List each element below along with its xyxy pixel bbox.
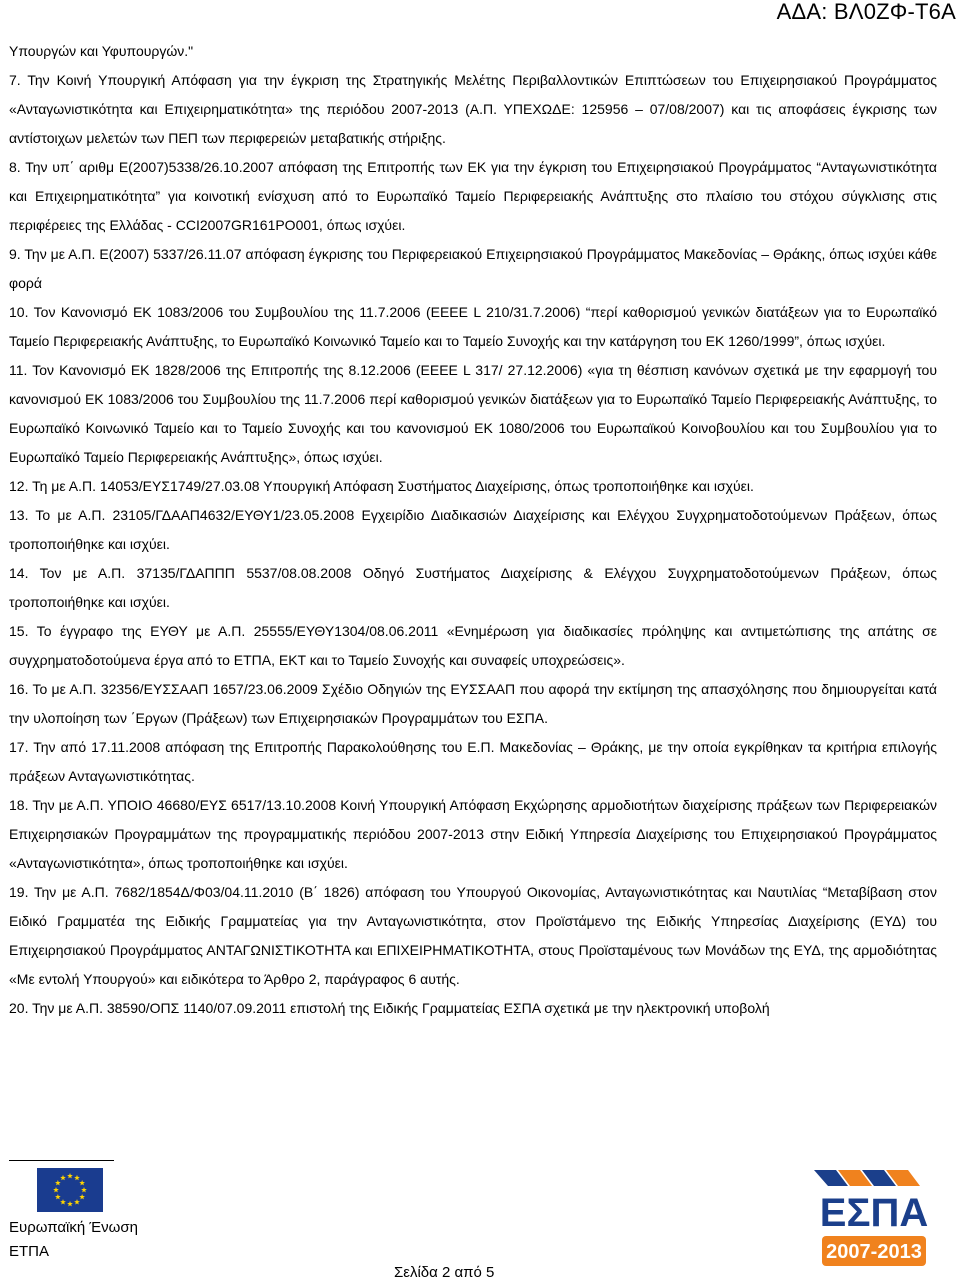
paragraph-item-12: 12. Τη με Α.Π. 14053/ΕΥΣ1749/27.03.08 Υπουργική Απόφαση Συστήματος Διαχείρισης, όπως τροποποιήθηκε και ισχύει.: [9, 478, 754, 494]
espa-logo-stripes: [814, 1170, 920, 1186]
espa-logo-years: 2007-2013: [826, 1241, 922, 1263]
document-ada-code: ΑΔΑ: ΒΛ0ΖΦ-Τ6Α: [776, 0, 956, 24]
paragraph-intro-end: Υπουργών και Υφυπουργών.": [9, 43, 194, 59]
footer-separator: [9, 1160, 114, 1161]
paragraph-item-13: 13. Το με Α.Π. 23105/ΓΔΑΑΠ4632/ΕΥΘΥ1/23.05.2008 Εγχειρίδιο Διαδικασιών Διαχείρισης και Ελέγχου Συγχρηματοδοτούμενων Πράξεων, όπως τροποποιήθηκε και ισχύει.: [9, 507, 937, 552]
espa-logo-icon: [808, 1164, 940, 1274]
espa-logo-text: ΕΣΠΑ: [819, 1191, 929, 1235]
fund-label: ΕΤΠΑ: [9, 1243, 50, 1260]
paragraph-item-15: 15. Το έγγραφο της ΕΥΘΥ με Α.Π. 25555/ΕΥΘΥ1304/08.06.2011 «Ενημέρωση για διαδικασίες πρόληψης και αντιμετώπισης της απάτης σε συγχρηματοδοτούμενα έργα από το ΕΤΠΑ, ΕΚΤ και το Ταμείο Συνοχής και συναφείς υποχρεώσεις».: [9, 623, 937, 668]
page-number: Σελίδα 2 από 5: [394, 1264, 495, 1281]
paragraph-item-10: 10. Τον Κανονισμό ΕΚ 1083/2006 του Συμβουλίου της 11.7.2006 (ΕΕΕΕ L 210/31.7.2006) “περί καθορισμού γενικών διατάξεων για το Ευρωπαϊκό Ταμείο Περιφερειακής Ανάπτυξης, το Ευρωπαϊκό Κοινωνικό Ταμείο και το Ταμείο Συνοχής και την κατάργηση του ΕΚ 1260/1999”, όπως ισχύει.: [9, 304, 937, 349]
paragraph-item-17: 17. Την από 17.11.2008 απόφαση της Επιτροπής Παρακολούθησης του Ε.Π. Μακεδονίας – Θράκης, με την οποία εγκρίθηκαν τα κριτήρια επιλογής πράξεων Ανταγωνιστικότητας.: [9, 739, 937, 784]
paragraph-item-14: 14. Τον με Α.Π. 37135/ΓΔΑΠΠΠ 5537/08.08.2008 Οδηγό Συστήματος Διαχείρισης & Ελέγχου Συγχρηματοδοτούμενων Πράξεων, όπως τροποποιήθηκε και ισχύει.: [9, 565, 937, 610]
paragraph-item-16: 16. Το με Α.Π. 32356/ΕΥΣΣΑΑΠ 1657/23.06.2009 Σχέδιο Οδηγιών της ΕΥΣΣΑΑΠ που αφορά την εκτίμηση της απασχόλησης που δημιουργείται κατά την υλοποίηση των ΄Εργων (Πράξεων) των Επιχειρησιακών Προγραμμάτων του ΕΣΠΑ.: [9, 681, 937, 726]
paragraph-item-8: 8. Την υπ΄ αριθμ Ε(2007)5338/26.10.2007 απόφαση της Επιτροπής των ΕΚ για την έγκριση του Επιχειρησιακού Προγράμματος “Ανταγωνιστικότητα και Επιχειρηματικότητα” για κοινοτική ενίσχυση από το Ευρωπαϊκό Ταμείο Περιφερειακής Ανάπτυξης στο πλαίσιο του στόχου σύγκλισης στις περιφέρειες της Ελλάδας - CCI2007GR161PO001, όπως ισχύει.: [9, 159, 937, 233]
paragraph-item-18: 18. Την με Α.Π. ΥΠΟΙΟ 46680/ΕΥΣ 6517/13.10.2008 Κοινή Υπουργική Απόφαση Εκχώρησης αρμοδιοτήτων διαχείρισης πράξεων των Περιφερειακών Επιχειρησιακών Προγραμμάτων της προγραμματικής περιόδου 2007-2013 στην Ειδική Υπηρεσία Διαχείρισης του Επιχειρησιακού Προγράμματος «Ανταγωνιστικότητα», όπως τροποποιήθηκε και ισχύει.: [9, 797, 937, 871]
eu-flag-icon: [37, 1168, 103, 1212]
paragraph-item-20: 20. Την με Α.Π. 38590/ΟΠΣ 1140/07.09.2011 επιστολή της Ειδικής Γραμματείας ΕΣΠΑ σχετικά με την ηλεκτρονική υποβολή: [9, 1000, 770, 1016]
paragraph-item-7: 7. Την Κοινή Υπουργική Απόφαση για την έγκριση της Στρατηγικής Μελέτης Περιβαλλοντικών Επιπτώσεων του Επιχειρησιακού Προγράμματος «Ανταγωνιστικότητα και Επιχειρηματικότητα» της περιόδου 2007-2013 (Α.Π. ΥΠΕΧΩΔΕ: 125956 – 07/08/2007) και τις αποφάσεις έγκρισης των αντίστοιχων μελετών των ΠΕΠ των περιφερειών μεταβατικής στήριξης.: [9, 72, 937, 146]
paragraph-item-19: 19. Την με Α.Π. 7682/1854Δ/Φ03/04.11.2010 (Β΄ 1826) απόφαση του Υπουργού Οικονομίας, Ανταγωνιστικότητας και Ναυτιλίας “Μεταβίβαση στον Ειδικό Γραμματέα της Ειδικής Γραμματείας για την Ανταγωνιστικότητα, στον Προϊστάμενο της Ειδικής Υπηρεσίας Διαχείρισης (ΕΥΔ) του Επιχειρησιακού Προγράμματος ΑΝΤΑΓΩΝΙΣΤΙΚΟΤΗΤΑ και ΕΠΙΧΕΙΡΗΜΑΤΙΚΟΤΗΤΑ, στους Προϊσταμένους των Μονάδων της ΕΥΔ, της αρμοδιότητας «Με εντολή Υπουργού» και ειδικότερα το Άρθρο 2, παράγραφος 6 αυτής.: [9, 884, 937, 987]
paragraph-item-9: 9. Την με Α.Π. Ε(2007) 5337/26.11.07 απόφαση έγκρισης του Περιφερειακού Επιχειρησιακού Προγράμματος Μακεδονίας – Θράκης, όπως ισχύει κάθε φορά: [9, 246, 937, 291]
document-body: [9, 37, 937, 1023]
eu-label: Ευρωπαϊκή Ένωση: [9, 1219, 138, 1236]
paragraph-item-11: 11. Τον Κανονισμό ΕΚ 1828/2006 της Επιτροπής της 8.12.2006 (ΕΕΕΕ L 317/ 27.12.2006) «για τη θέσπιση κανόνων σχετικά με την εφαρμογή του κανονισμού ΕΚ 1083/2006 του Συμβουλίου της 11.7.2006 περί καθορισμού γενικών διατάξεων για το Ευρωπαϊκό Ταμείο Περιφερειακής Ανάπτυξης, το Ευρωπαϊκό Κοινωνικό Ταμείο και το Ταμείο Συνοχής και του κανονισμού ΕΚ 1080/2006 του Ευρωπαϊκού Κοινοβουλίου και του Συμβουλίου για το Ευρωπαϊκό Ταμείο Περιφερειακής Ανάπτυξης», όπως ισχύει.: [9, 362, 937, 465]
